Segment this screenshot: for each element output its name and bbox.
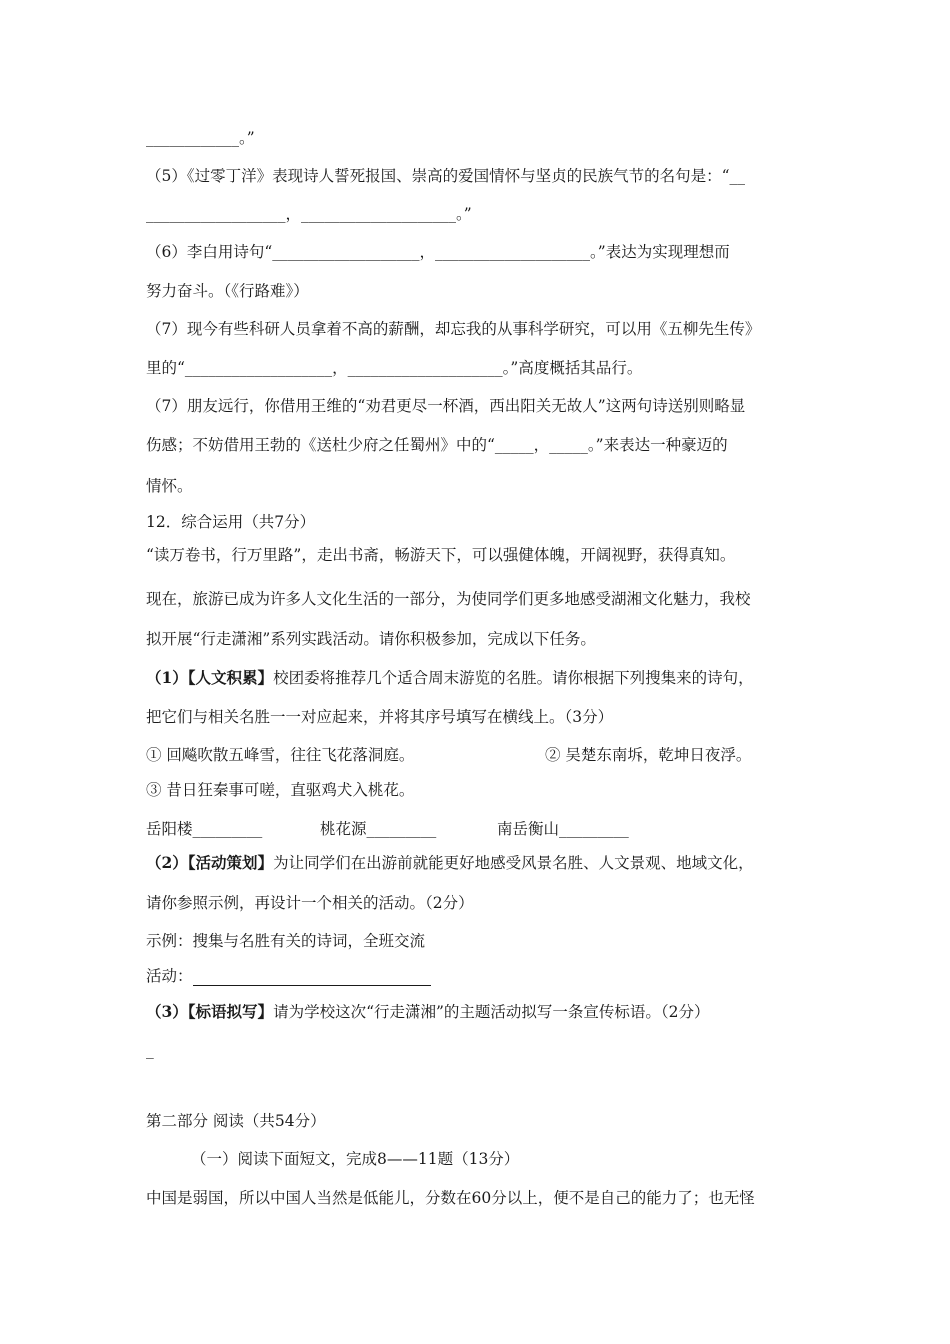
poem-line: ② 吴楚东南坼，乾坤日夜浮。 bbox=[545, 746, 752, 764]
reading-instructions: （一）阅读下面短文，完成8——11题（13分） bbox=[191, 1150, 520, 1168]
task-number: （1） bbox=[146, 668, 188, 687]
activity-label: 活动： bbox=[146, 967, 193, 985]
poem-line: ① 回飚吹散五峰雪，往往飞花落洞庭。 bbox=[146, 746, 415, 764]
section-heading: 12．综合运用（共7分） bbox=[146, 513, 316, 531]
task-2 bbox=[146, 853, 754, 873]
text-line: __________________，____________________。” bbox=[146, 205, 472, 223]
example-line: 示例：搜集与名胜有关的诗词，全班交流 bbox=[146, 932, 426, 950]
text-line: （7）朋友远行，你借用王维的“劝君更尽一杯酒，西出阳关无故人”这两句诗送别则略显 bbox=[146, 397, 746, 415]
text-line: （5）《过零丁洋》表现诗人誓死报国、崇高的爱国情怀与坚贞的民族气节的名句是：“__ bbox=[146, 167, 746, 185]
task-text: 校团委将推荐几个适合周末游览的名胜。请你根据下列搜集来的诗句， bbox=[273, 669, 754, 687]
text-line: ____________。” bbox=[146, 129, 255, 147]
task-number: （3） bbox=[146, 1002, 188, 1021]
task-text: 为让同学们在出游前就能更好地感受风景名胜、人文景观、地域文化， bbox=[273, 854, 754, 872]
text-line: 伤感；不妨借用王勃的《送杜少府之任蜀州》中的“_____，_____。”来表达一种豪迈的 bbox=[146, 436, 728, 454]
blank-yueyang: 岳阳楼_________ bbox=[146, 820, 263, 838]
text-line: 请你参照示例，再设计一个相关的活动。（2分） bbox=[146, 894, 474, 912]
text-line: 把它们与相关名胜一一对应起来，并将其序号填写在横线上。（3分） bbox=[146, 708, 614, 726]
task-text: 请为学校这次“行走潇湘”的主题活动拟写一条宣传标语。（2分） bbox=[273, 1003, 710, 1021]
slogan-blank: _ bbox=[146, 1041, 154, 1059]
text-line: 现在，旅游已成为许多人文化生活的一部分，为使同学们更多地感受湖湘文化魅力，我校 bbox=[146, 590, 751, 608]
task-tag: 【标语拟写】 bbox=[187, 1002, 274, 1021]
text-line: “读万卷书，行万里路”，走出书斋，畅游天下，可以强健体魄，开阔视野，获得真知。 bbox=[146, 546, 736, 564]
text-line: （7）现今有些科研人员拿着不高的薪酬，却忘我的从事科学研究，可以用《五柳先生传》 bbox=[146, 320, 761, 338]
text-line: （6）李白用诗句“___________________，____________________。”表达为实现理想而 bbox=[146, 243, 730, 261]
task-3 bbox=[146, 1002, 710, 1022]
blank-taohua: 桃花源_________ bbox=[320, 820, 437, 838]
text-line: 拟开展“行走潇湘”系列实践活动。请你积极参加，完成以下任务。 bbox=[146, 630, 596, 648]
text-line: 里的“___________________，____________________。”高度概括其品行。 bbox=[146, 359, 643, 377]
part-heading: 第二部分 阅读（共54分） bbox=[146, 1112, 326, 1130]
text-line: 努力奋斗。（《行路难》） bbox=[146, 282, 309, 300]
task-1 bbox=[146, 668, 754, 688]
task-number: （2） bbox=[146, 853, 188, 872]
task-tag: 【人文积累】 bbox=[187, 668, 274, 687]
blank-hengshan: 南岳衡山_________ bbox=[497, 820, 629, 838]
text-line: 情怀。 bbox=[146, 477, 193, 495]
poem-line: ③ 昔日狂秦事可嗟，直驱鸡犬入桃花。 bbox=[146, 781, 415, 799]
activity-line bbox=[146, 966, 431, 986]
text-line: 中国是弱国，所以中国人当然是低能儿，分数在60分以上，便不是自己的能力了；也无怪 bbox=[146, 1189, 755, 1207]
activity-blank bbox=[193, 969, 431, 986]
task-tag: 【活动策划】 bbox=[187, 853, 274, 872]
